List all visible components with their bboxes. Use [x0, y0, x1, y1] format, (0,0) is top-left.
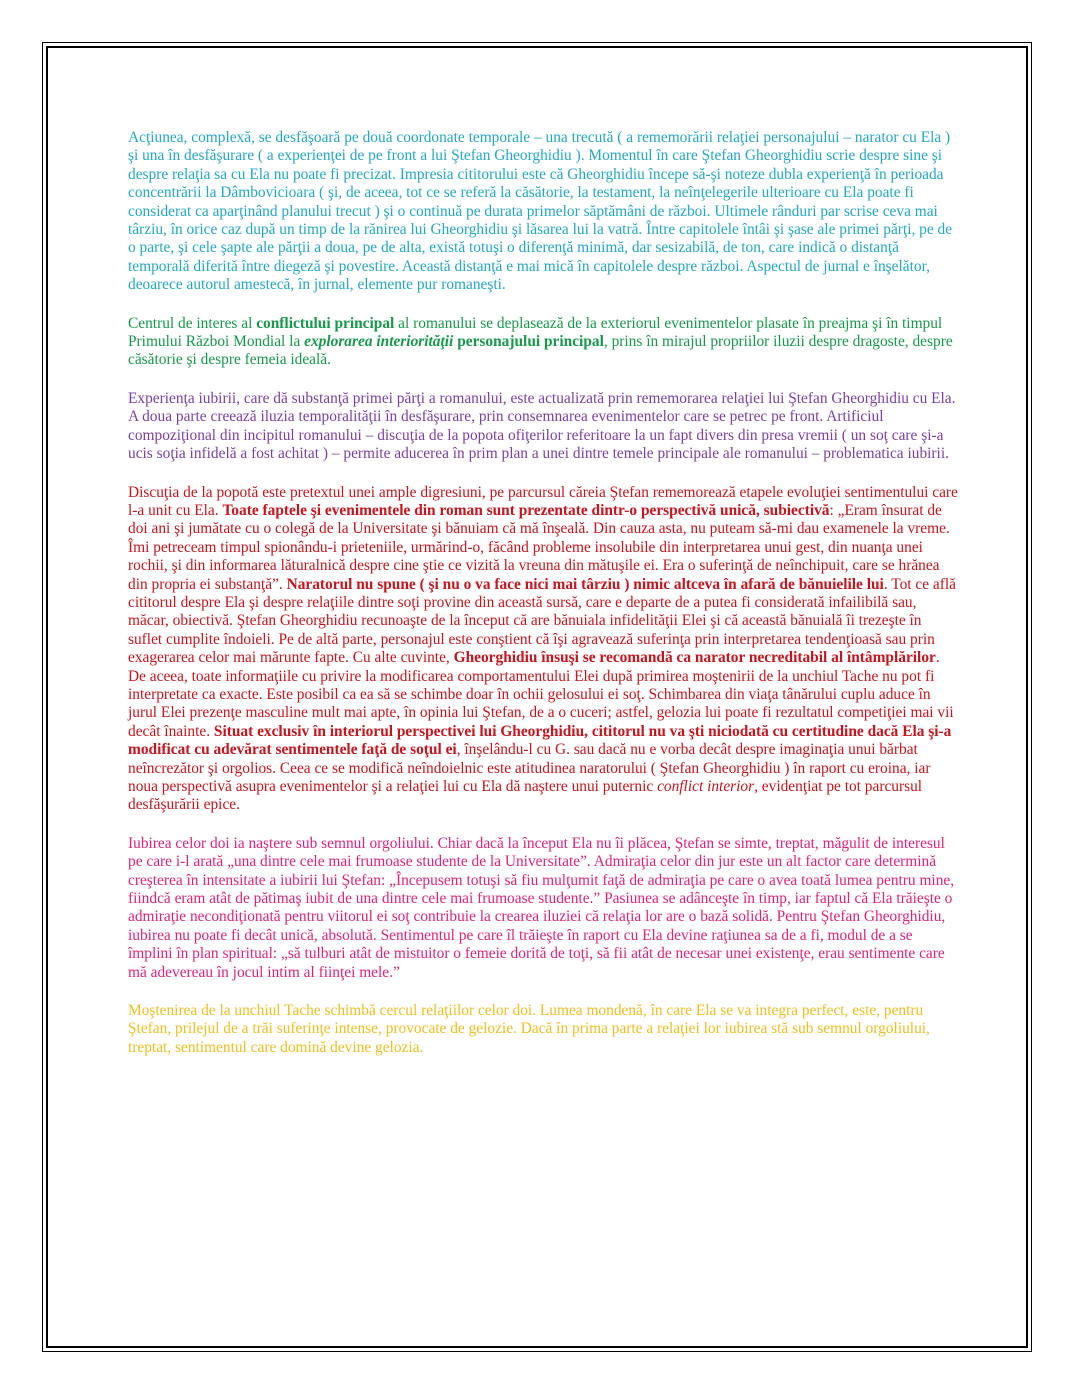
text-run: Discuţia de la popotă este pretextul unei ample digresiuni, pe parcursul căreia Ştefan rememorează etapele evoluţiei sentimentului care l-a unit cu Ela.	[128, 483, 958, 519]
bold-conflict-principal: conflictului principal	[256, 314, 395, 332]
paragraph-pride-love: Iubirea celor doi ia naştere sub semnul orgoliului. Chiar dacă la început Ela nu îi plăcea, Ştefan se simte, treptat, măgulit de interesul pe care i-l arată „una dintre cele mai frumoase studente de la Universitate”. Admiraţia celor din jur este un alt factor care determină creşterea în intensitate a iubirii lui Ştefan: „Începusem totuşi să fiu mulţumit faţă de admiraţia pe care o avea toată lumea pentru mine, fiindcă eram atât de pătimaş iubit de una dintre cele mai frumoase studente.” Pasiunea se adânceşte în timp, iar faptul că Ela trăieşte o admiraţie necondiţionată pentru viitorul ei soţ contribuie la crearea iluziei că relaţia lor are o bază solidă. Pentru Ştefan Gheorghidiu, iubirea nu poate fi decât unică, absolută. Sentimentul pe care îl trăieşte în raport cu Ela devine raţiunea sa de a fi, modul de a se împlini în plan spiritual: „să tulburi atât de mistuitor o femeie dorită de toţi, să fii atât de necesar unei existenţe, erau sentimente care mă adevereau în jocul intim al fiinţei mele.”	[128, 834, 955, 981]
paragraph-temporal-coordinates: Acţiunea, complexă, se desfăşoară pe două coordonate temporale – una trecută ( a rememorării relaţiei personajului – narator cu Ela ) şi una în desfăşurare ( a experienţei de pe front a lui Ştefan Gheorghidiu ). Momentul în care Ştefan Gheorghidiu scrie despre sine şi despre relaţia sa cu Ela nu poate fi precizat. Impresia cititorului este că Gheorghidiu începe să-şi noteze dubla experienţă în perioada concentrării la Dâmbovicioara ( şi, de aceea, tot ce se referă la căsătorie, la testament, la neînţelegerile ulterioare cu Ela poate fi considerat ca aparţinând planului trecut ) şi o continuă pe durata primelor săptămâni de război. Ultimele rânduri par scrise ceva mai târziu, în orice caz după un timp de la rănirea lui Gheorghidiu şi lăsarea lui la vatră. Între capitolele întâi şi şase ale primei părţi, pe de o parte, şi cele şapte ale părţii a doua, pe de alta, există totuşi o diferenţă minimă, dar sesizabilă, de ton, care indică o distanţă temporală diferită între diegeză şi povestire. Această distanţă e mai mică în capitolele despre război. Aspectul de jurnal e înşelător, deoarece autorul amestecă, în jurnal, elemente pur romaneşti.	[128, 129, 953, 294]
italic-conflict-interior: conflict interior	[657, 778, 755, 795]
paragraph-subjective-perspective	[128, 484, 958, 815]
bold-personaj-principal: personajului principal	[453, 333, 604, 351]
bold-narator-necreditabil: Gheorghidiu însuşi se recomandă ca narator necreditabil al întâmplărilor	[453, 649, 936, 667]
document-body	[128, 129, 958, 1077]
bold-italic-interioritate: explorarea interiorităţii	[304, 333, 454, 351]
text-run: Centrul de interes al	[128, 314, 257, 332]
text-run: , evidenţiat pe tot parcursul desfăşurării epice.	[128, 778, 923, 814]
bold-banuieli: Naratorul nu spune ( şi nu o va face nici mai târziu ) nimic altceva în afară de bănuielile lui	[286, 575, 884, 593]
paragraph-love-experience: Experienţa iubirii, care dă substanţă primei părţi a romanului, este actualizată prin rememorarea relaţiei lui Ştefan Gheorghidiu cu Ela. A doua parte creează iluzia temporalităţii în desfăşurare, prin consemnarea evenimentelor care se petrec pe front. Artificiul compoziţional din incipitul romanului – discuţia de la popota ofiţerilor referitoare la un fapt divers din presa vremii ( un soţ care şi-a ucis soţia infidelă a fost achitat ) – permite aducerea în prim plan a unei dintre temele principale ale romanului – problematica iubirii.	[128, 389, 956, 463]
bold-perspectiva-unica: Toate faptele şi evenimentele din roman sunt prezentate dintr-o perspectivă unică, subiectivă	[222, 501, 830, 519]
text-run: al romanului se deplasează de la exteriorul evenimentelor plasate în preajma şi în timpul Primului Război Mondial la	[128, 314, 943, 351]
text-run: , prins în mirajul propriilor iluzii despre dragoste, despre căsătorie şi despre femeia ideală.	[128, 333, 953, 369]
text-run: . De aceea, toate informaţiile cu privire la modificarea comportamentului Elei după primirea moştenirii de la unchiul Tache nu pot fi interpretate ca exacte. Este posibil ca ea să se schimbe doar în ochii gelosului ei soţ. Schimbarea din viaţa tânărului cuplu aduce în jurul Elei prezenţe masculine mult mai apte, în opinia lui Ştefan, de a o cuceri; astfel, gelozia lui poate fi rezultatul competiţiei mai vii decât înainte.	[128, 649, 954, 740]
text-run: , înşelându-l cu G. sau dacă nu e vorba decât despre imaginaţia unui bărbat neîncrezător şi orgolios. Ceea ce se modifică neîndoielnic este atitudinea naratorului ( Ştefan Gheorghidiu ) în raport cu eroina, iar noua perspectivă asupra evenimentelor şi a relaţiei lui cu Ela dă naştere unui puternic	[128, 741, 931, 795]
bold-cititorul-nu-va-sti: Situat exclusiv în interiorul perspectivei lui Gheorghidiu, cititorul nu va şti niciodată cu certitudine dacă Ela şi-a modificat cu adevărat sentimentele faţă de soţul ei	[128, 722, 952, 759]
paragraph-main-conflict	[128, 315, 958, 370]
text-run: . Tot ce află cititorul despre Ela şi despre relaţiile dintre soţi provine din această sursă, care e departe de a putea fi considerată infailibilă sau, măcar, obiectivă. Ştefan Gheorghidiu recunoaşte de la început că are bănuiala infidelităţii Elei şi că această bănuială îi trezeşte în suflet cumplite îndoieli. Pe de altă parte, personajul este conştient că îşi agravează suferinţa prin interpretarea tendenţioasă sau prin exagerarea celor mai mărunte fapte. Cu alte cuvinte,	[128, 575, 956, 667]
text-run: : „Eram însurat de doi ani şi jumătate cu o colegă de la Universitate şi bănuiam că mă înşeală. Din cauza asta, nu puteam să-mi dau examenele la vreme. Îmi petreceam timpul spionându-i prieteniile, urmărind-o, făcând probleme insolubile din interpretarea unui gest, din nuanţa unei rochii, şi din informarea lăturalnică despre cine ştie ce vizită la vreuna din mătuşile ei. Era o suferinţă de neînchipuit, care se hrănea din propria ei substanţă”.	[128, 501, 950, 593]
paragraph-inheritance-jealousy: Moştenirea de la unchiul Tache schimbă cercul relaţiilor celor doi. Lumea mondenă, în care Ela se va integra perfect, este, pentru Ştefan, prilejul de a trăi suferinţe intense, provocate de gelozie. Dacă în prima parte a relaţiei lor iubirea stă sub semnul orgoliului, treptat, sentimentul care domină devine gelozia.	[128, 1002, 930, 1056]
